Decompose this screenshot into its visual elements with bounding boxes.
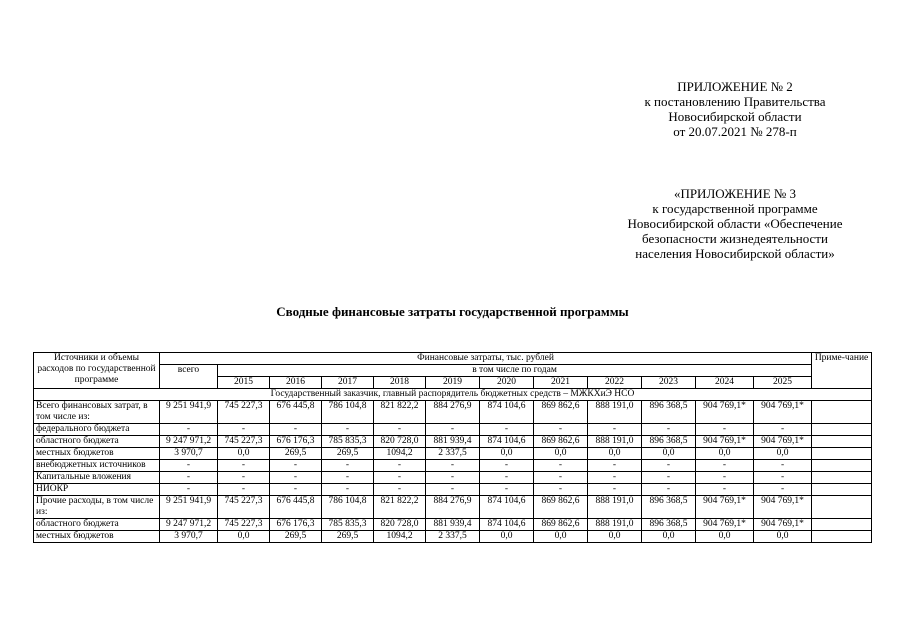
value-cell: 904 769,1* [696,401,754,424]
value-cell: - [480,460,534,472]
value-cell: 904 769,1* [696,519,754,531]
value-cell: - [480,424,534,436]
header-year: 2018 [374,377,426,389]
value-cell: 0,0 [754,531,812,543]
header-year: 2025 [754,377,812,389]
header-note: Приме-чание [812,353,872,389]
note-cell [812,484,872,496]
value-cell: - [642,460,696,472]
value-cell: 2 337,5 [426,531,480,543]
value-cell: - [588,472,642,484]
value-cell: 888 191,0 [588,496,642,519]
value-cell: - [754,472,812,484]
value-cell: - [696,424,754,436]
value-cell: - [480,472,534,484]
value-cell: - [218,472,270,484]
value-cell: - [426,472,480,484]
row-label: областного бюджета [34,436,160,448]
value-cell: - [642,484,696,496]
table-row [34,484,872,496]
value-cell: 869 862,6 [534,401,588,424]
note-cell [812,401,872,424]
value-cell: 904 769,1* [696,496,754,519]
value-cell: 869 862,6 [534,436,588,448]
value-cell: - [374,460,426,472]
value-cell: 0,0 [588,448,642,460]
value-cell: - [160,472,218,484]
value-cell: 896 368,5 [642,519,696,531]
value-cell: - [374,424,426,436]
value-cell: - [270,424,322,436]
value-cell: 0,0 [480,448,534,460]
value-cell: 0,0 [480,531,534,543]
value-cell: 0,0 [534,448,588,460]
row-label: Всего финансовых затрат, в том числе из: [34,401,160,424]
header-year: 2022 [588,377,642,389]
value-cell: - [696,460,754,472]
value-cell: - [322,424,374,436]
value-cell: - [534,472,588,484]
value-cell: 0,0 [642,531,696,543]
value-cell: 745 227,3 [218,436,270,448]
value-cell: - [754,424,812,436]
note-cell [812,496,872,519]
appendix-line: Новосибирской области [668,109,802,124]
header-year: 2019 [426,377,480,389]
value-cell: - [374,484,426,496]
value-cell: - [754,460,812,472]
customer-row [34,389,872,401]
header-by-years: в том числе по годам [218,365,812,377]
value-cell: 874 104,6 [480,519,534,531]
value-cell: - [160,424,218,436]
header-year: 2021 [534,377,588,389]
note-cell [812,448,872,460]
value-cell: 884 276,9 [426,401,480,424]
value-cell: 786 104,8 [322,401,374,424]
value-cell: 0,0 [696,531,754,543]
value-cell: 269,5 [322,448,374,460]
value-cell: 676 176,3 [270,519,322,531]
header-year: 2016 [270,377,322,389]
value-cell: - [322,460,374,472]
header-year: 2020 [480,377,534,389]
value-cell: 888 191,0 [588,519,642,531]
value-cell: 904 769,1* [754,401,812,424]
row-label: внебюджетных источников [34,460,160,472]
value-cell: - [480,484,534,496]
note-cell [812,519,872,531]
appendix-line: Новосибирской области «Обеспечение [627,216,843,231]
value-cell: 9 247 971,2 [160,519,218,531]
value-cell: 0,0 [534,531,588,543]
value-cell: 0,0 [696,448,754,460]
header-row [34,353,872,365]
value-cell: - [696,472,754,484]
table-row [34,448,872,460]
row-label: Прочие расходы, в том числе из: [34,496,160,519]
table-row [34,472,872,484]
value-cell: 9 251 941,9 [160,496,218,519]
value-cell: - [270,484,322,496]
value-cell: - [642,424,696,436]
value-cell: 676 176,3 [270,436,322,448]
value-cell: 3 970,7 [160,448,218,460]
header-year: 2024 [696,377,754,389]
header-year: 2017 [322,377,374,389]
value-cell: 874 104,6 [480,496,534,519]
value-cell: 785 835,3 [322,519,374,531]
note-cell [812,424,872,436]
value-cell: 785 835,3 [322,436,374,448]
value-cell: 821 822,2 [374,496,426,519]
value-cell: - [426,424,480,436]
value-cell: - [642,472,696,484]
value-cell: 269,5 [270,448,322,460]
value-cell: - [218,484,270,496]
value-cell: 0,0 [642,448,696,460]
value-cell: 821 822,2 [374,401,426,424]
note-cell [812,472,872,484]
table-row [34,401,872,424]
header-year: 2023 [642,377,696,389]
value-cell: 3 970,7 [160,531,218,543]
value-cell: 904 769,1* [754,496,812,519]
value-cell: 676 445,8 [270,496,322,519]
value-cell: 745 227,3 [218,519,270,531]
value-cell: 9 247 971,2 [160,436,218,448]
row-label: Капитальные вложения [34,472,160,484]
financial-costs-table [33,352,872,543]
value-cell: 676 445,8 [270,401,322,424]
appendix-line: к постановлению Правительства [644,94,826,109]
value-cell: 869 862,6 [534,519,588,531]
value-cell: 1094,2 [374,531,426,543]
value-cell: 904 769,1* [696,436,754,448]
value-cell: 2 337,5 [426,448,480,460]
note-cell [812,460,872,472]
value-cell: - [160,484,218,496]
value-cell: 881 939,4 [426,436,480,448]
row-label: областного бюджета [34,519,160,531]
value-cell: - [588,424,642,436]
table-row [34,424,872,436]
value-cell: 786 104,8 [322,496,374,519]
value-cell: 269,5 [322,531,374,543]
note-cell [812,531,872,543]
value-cell: - [270,460,322,472]
row-label: НИОКР [34,484,160,496]
value-cell: 881 939,4 [426,519,480,531]
appendix-line: безопасности жизнедеятельности [642,231,828,246]
note-cell [812,436,872,448]
value-cell: 888 191,0 [588,436,642,448]
value-cell: - [426,460,480,472]
value-cell: 874 104,6 [480,436,534,448]
value-cell: 0,0 [218,531,270,543]
value-cell: - [754,484,812,496]
value-cell: - [534,460,588,472]
row-label: местных бюджетов [34,531,160,543]
value-cell: - [270,472,322,484]
header-sources: Источники и объемы расходов по государственной программе [34,353,160,389]
value-cell: 869 862,6 [534,496,588,519]
value-cell: - [534,424,588,436]
value-cell: - [588,484,642,496]
value-cell: 888 191,0 [588,401,642,424]
value-cell: - [160,460,218,472]
value-cell: 820 728,0 [374,436,426,448]
appendix-2-header [600,79,870,139]
value-cell: 820 728,0 [374,519,426,531]
value-cell: 874 104,6 [480,401,534,424]
table-row [34,519,872,531]
value-cell: 884 276,9 [426,496,480,519]
appendix-line: «ПРИЛОЖЕНИЕ № 3 [673,186,797,201]
value-cell: - [534,484,588,496]
header-year: 2015 [218,377,270,389]
value-cell: 1094,2 [374,448,426,460]
value-cell: 904 769,1* [754,519,812,531]
row-label: федерального бюджета [34,424,160,436]
value-cell: 896 368,5 [642,496,696,519]
table-row [34,531,872,543]
header-row [34,365,872,377]
value-cell: - [218,460,270,472]
value-cell: 745 227,3 [218,496,270,519]
value-cell: 0,0 [588,531,642,543]
value-cell: - [374,472,426,484]
document-title: Сводные финансовые затраты государственной программы [276,304,629,319]
appendix-line: населения Новосибирской области» [635,246,835,261]
appendix-3-header [585,186,885,261]
value-cell: 896 368,5 [642,436,696,448]
appendix-line: от 20.07.2021 № 278-п [673,124,797,139]
value-cell: 269,5 [270,531,322,543]
value-cell: 904 769,1* [754,436,812,448]
value-cell: 745 227,3 [218,401,270,424]
header-total: всего [160,365,218,389]
row-label: местных бюджетов [34,448,160,460]
value-cell: - [322,484,374,496]
customer-cell: Государственный заказчик, главный распорядитель бюджетных средств – МЖКХиЭ НСО [34,389,872,401]
value-cell: - [322,472,374,484]
value-cell: 0,0 [218,448,270,460]
appendix-line: к государственной программе [652,201,818,216]
header-financial-costs: Финансовые затраты, тыс. рублей [160,353,812,365]
value-cell: - [588,460,642,472]
table-row [34,496,872,519]
value-cell: - [218,424,270,436]
value-cell: 0,0 [754,448,812,460]
value-cell: 9 251 941,9 [160,401,218,424]
value-cell: 896 368,5 [642,401,696,424]
table-row [34,436,872,448]
appendix-line: ПРИЛОЖЕНИЕ № 2 [677,79,793,94]
value-cell: - [696,484,754,496]
table-row [34,460,872,472]
value-cell: - [426,484,480,496]
